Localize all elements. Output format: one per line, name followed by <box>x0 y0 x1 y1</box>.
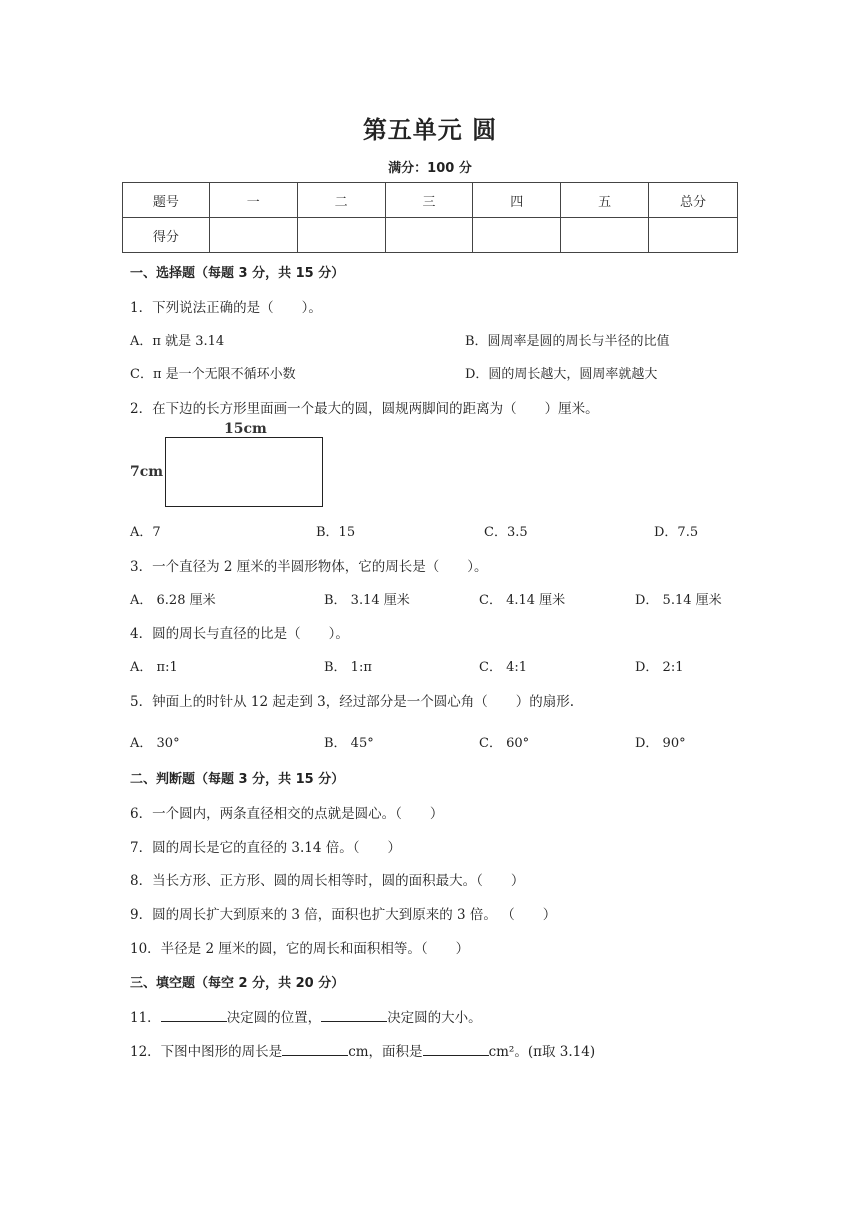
question-stem: 1．下列说法正确的是（ <box>130 300 274 316</box>
question-stem-end: ）的扇形. <box>515 694 575 710</box>
q4-option-b[interactable]: B． 1:π <box>324 660 372 675</box>
q4-option-d[interactable]: D． 2:1 <box>635 660 684 675</box>
score-cell: 四 <box>473 183 561 218</box>
score-input-cell[interactable] <box>385 218 473 253</box>
paren-close: ） <box>455 941 470 957</box>
q5-option-b[interactable]: B． 45° <box>324 736 374 751</box>
question-text: 12．下图中图形的周长是 <box>130 1044 283 1060</box>
question-7 <box>130 836 401 856</box>
q5-option-d[interactable]: D． 90° <box>635 736 686 751</box>
q3-option-b[interactable]: B． 3.14 厘米 <box>324 593 410 608</box>
rectangle-height-label: 7cm <box>130 464 164 480</box>
question-text: cm，面积是 <box>348 1044 423 1060</box>
q1-option-b[interactable]: B．圆周率是圆的周长与半径的比值 <box>465 334 670 349</box>
rectangle-figure <box>165 437 323 507</box>
answer-blank[interactable] <box>423 1043 489 1056</box>
question-stem: 6．一个圆内，两条直径相交的点就是圆心。（ <box>130 806 402 822</box>
answer-blank[interactable] <box>282 1043 348 1056</box>
question-stem-end: ）。 <box>467 559 488 575</box>
question-stem: 10．半径是 2 厘米的圆，它的周长和面积相等。（ <box>130 941 428 957</box>
section1-heading: 一、选择题（每题 3 分，共 15 分） <box>130 266 345 281</box>
q3-option-c[interactable]: C． 4.14 厘米 <box>479 593 566 608</box>
question-stem: 3．一个直径为 2 厘米的半圆形物体，它的周长是（ <box>130 559 440 575</box>
q5-option-c[interactable]: C． 60° <box>479 736 530 751</box>
score-table-header-row <box>123 183 738 218</box>
question-stem-end: ）。 <box>328 626 349 642</box>
question-stem: 9．圆的周长扩大到原来的 3 倍，面积也扩大到原来的 3 倍。 （ <box>130 907 515 923</box>
question-stem: 7．圆的周长是它的直径的 3.14 倍。（ <box>130 840 360 856</box>
full-score: 满分：100 分 <box>388 161 472 176</box>
q5-option-a[interactable]: A． 30° <box>130 736 180 751</box>
q3-option-d[interactable]: D． 5.14 厘米 <box>635 593 722 608</box>
section2-heading: 二、判断题（每题 3 分，共 15 分） <box>130 772 345 787</box>
question-6 <box>130 802 443 822</box>
answer-blank[interactable] <box>321 1009 387 1022</box>
q1-option-d[interactable]: D．圆的周长越大，圆周率就越大 <box>465 367 658 382</box>
page-title: 第五单元 圆 <box>362 116 498 144</box>
score-cell: 三 <box>385 183 473 218</box>
q2-option-a[interactable]: A．7 <box>130 525 161 540</box>
q4-option-a[interactable]: A． π:1 <box>130 660 178 675</box>
question-4 <box>130 622 349 642</box>
q1-option-a[interactable]: A．π 就是 3.14 <box>130 334 225 349</box>
score-table <box>122 182 738 253</box>
score-input-cell[interactable] <box>297 218 385 253</box>
question-1 <box>130 296 322 316</box>
q2-option-b[interactable]: B．15 <box>316 525 356 540</box>
question-12 <box>130 1040 595 1060</box>
question-10 <box>130 937 469 957</box>
score-input-cell[interactable] <box>209 218 297 253</box>
q4-option-c[interactable]: C． 4:1 <box>479 660 528 675</box>
section3-heading: 三、填空题（每空 2 分，共 20 分） <box>130 976 345 991</box>
q3-option-a[interactable]: A． 6.28 厘米 <box>130 593 216 608</box>
score-row-label: 得分 <box>123 218 210 253</box>
score-cell: 五 <box>561 183 649 218</box>
question-text: cm²。(π取 3.14) <box>488 1044 596 1060</box>
q2-option-d[interactable]: D．7.5 <box>654 525 699 540</box>
score-cell: 二 <box>297 183 385 218</box>
paren-close: ） <box>542 907 557 923</box>
question-stem: 2．在下边的长方形里面画一个最大的圆，圆规两脚间的距离为（ <box>130 401 517 417</box>
question-text: 决定圆的大小。 <box>387 1010 482 1026</box>
question-2 <box>130 397 599 417</box>
paren-close: ） <box>510 873 525 889</box>
score-input-cell[interactable] <box>561 218 649 253</box>
q2-option-c[interactable]: C．3.5 <box>484 525 528 540</box>
paren-close: ） <box>387 840 401 856</box>
question-number: 11． <box>130 1010 161 1026</box>
question-stem-end: ）厘米。 <box>544 401 599 417</box>
question-stem: 8．当长方形、正方形、圆的周长相等时，圆的面积最大。（ <box>130 873 483 889</box>
paren-close: ） <box>429 806 444 822</box>
score-input-cell[interactable] <box>649 218 738 253</box>
score-cell: 题号 <box>123 183 210 218</box>
rectangle-width-label: 15cm <box>224 421 267 437</box>
question-8 <box>130 869 524 889</box>
score-cell: 总分 <box>649 183 738 218</box>
score-cell: 一 <box>209 183 297 218</box>
question-3 <box>130 555 488 575</box>
question-stem: 4．圆的周长与直径的比是（ <box>130 626 301 642</box>
question-text: 决定圆的位置， <box>226 1010 322 1026</box>
answer-blank[interactable] <box>161 1009 227 1022</box>
score-table-score-row <box>123 218 738 253</box>
question-11 <box>130 1006 482 1026</box>
question-5 <box>130 690 574 710</box>
question-stem: 5．钟面上的时针从 12 起走到 3，经过部分是一个圆心角（ <box>130 694 488 710</box>
question-stem-end: ）。 <box>301 300 322 316</box>
score-input-cell[interactable] <box>473 218 561 253</box>
q1-option-c[interactable]: C．π 是一个无限不循环小数 <box>130 367 296 382</box>
question-9 <box>130 903 556 923</box>
